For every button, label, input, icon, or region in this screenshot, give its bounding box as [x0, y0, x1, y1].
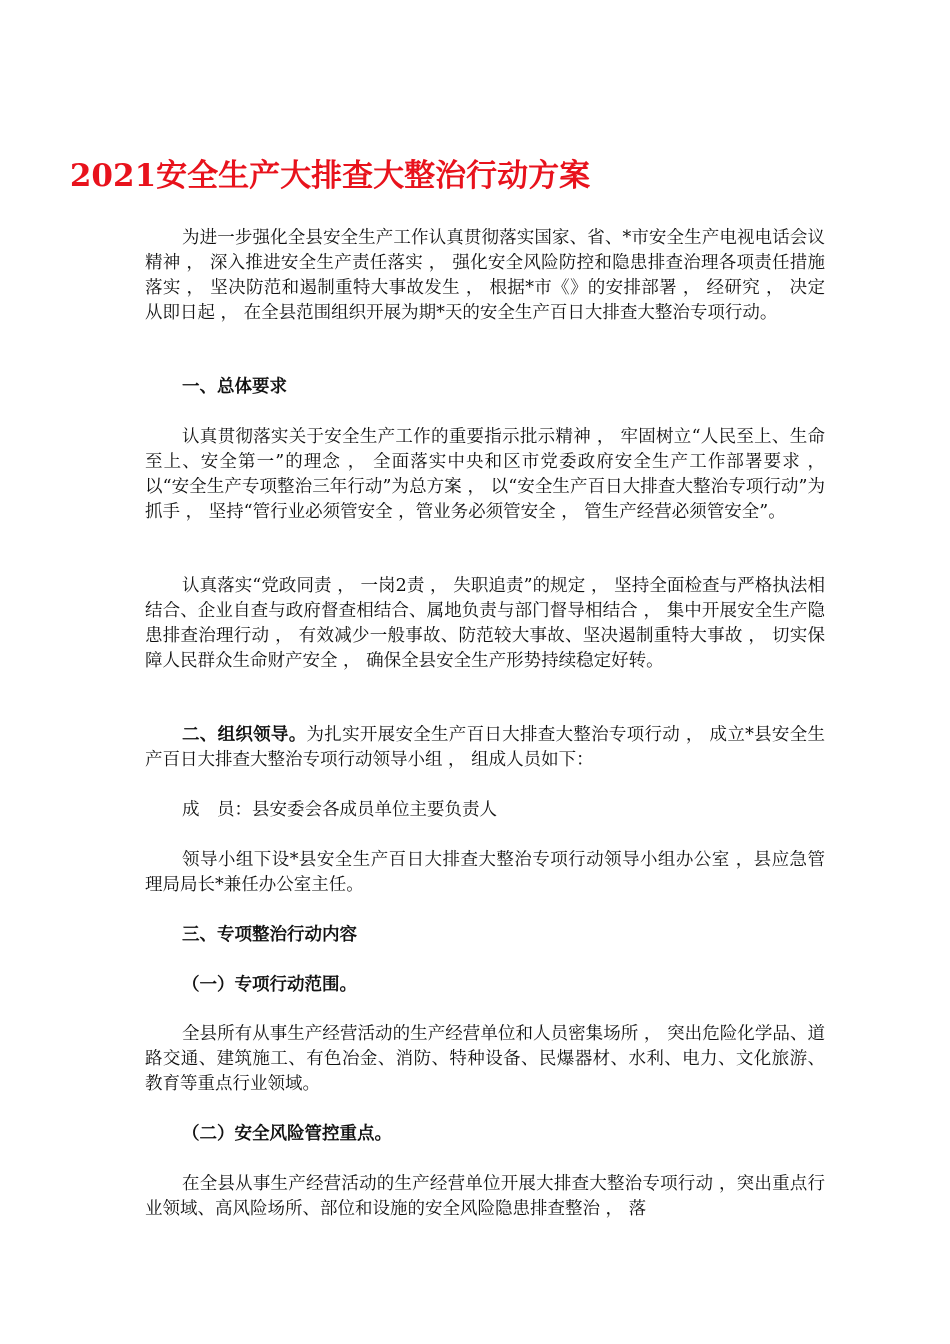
general-requirements-paragraph-2: 认真落实“党政同责 ， 一岗2责 ， 失职追责”的规定 ， 坚持全面检查与严格执法相结合、企业自查与政府督查相结合、属地负责与部门督导相结合 ， 集中开展安全生产隐患排查治理行动 ， 有效减少一般事故、防范较大事故、坚决遏制重特大事故 ， 切实保障人民群众生命财产安全 ， 确保全县安全生产形势持续稳定好转。 [145, 576, 825, 671]
section-heading-general-requirements: 一、总体要求 [182, 377, 287, 397]
document-title: 2021安全生产大排查大整治行动方案 [69, 158, 591, 194]
intro-paragraph: 为进一步强化全县安全生产工作认真贯彻落实国家、省、*市安全生产电视电话会议精神 ， 深入推进安全生产责任落实 ， 强化安全风险防控和隐患排查治理各项责任措施落实 ， 坚决防范和遏制重特大事故发生 ， 根据*市《》的安排部署 ， 经研究 ， 决定从即日起 ， 在全县范围组织开展为期*天的安全生产百日大排查大整治专项行动。 [145, 228, 825, 323]
scope-paragraph: 全县所有从事生产经营活动的生产经营单位和人员密集场所 ， 突出危险化学品、道路交通、建筑施工、有色冶金、消防、特种设备、民爆器材、水利、电力、文化旅游、教育等重点行业领域。 [145, 1024, 825, 1094]
organization-text: 为扎实开展安全生产百日大排查大整治专项行动 ， 成立*县安全生产百日大排查大整治专项行动领导小组 ， 组成人员如下： [145, 725, 826, 770]
members-line: 成 员：县安委会各成员单位主要负责人 [182, 800, 497, 820]
office-paragraph: 领导小组下设*县安全生产百日大排查大整治专项行动领导小组办公室 ，县应急管理局局长*兼任办公室主任。 [145, 850, 825, 895]
organization-lead: 二、组织领导。 [182, 725, 307, 745]
risk-control-paragraph: 在全县从事生产经营活动的生产经营单位开展大排查大整治专项行动 ，突出重点行业领域、高风险场所、部位和设施的安全风险隐患排查整治 ， 落 [145, 1174, 825, 1219]
subsection-heading-risk-control: （二）安全风险管控重点。 [182, 1124, 392, 1144]
general-requirements-paragraph-1: 认真贯彻落实关于安全生产工作的重要指示批示精神 ， 牢固树立“人民至上、生命至上、安全第一”的理念 ， 全面落实中央和区市党委政府安全生产工作部署要求 ， 以“安全生产专项整治三年行动”为总方案 ， 以“安全生产百日大排查大整治专项行动”为抓手 ， 坚持“管行业必须管安全 ，管业务必须管安全 ， 管生产经营必须管安全”。 [145, 427, 825, 522]
subsection-heading-scope: （一）专项行动范围。 [182, 975, 357, 995]
document-body [145, 0, 825, 1344]
organization-paragraph [145, 723, 825, 773]
section-heading-action-content: 三、专项整治行动内容 [182, 925, 357, 945]
